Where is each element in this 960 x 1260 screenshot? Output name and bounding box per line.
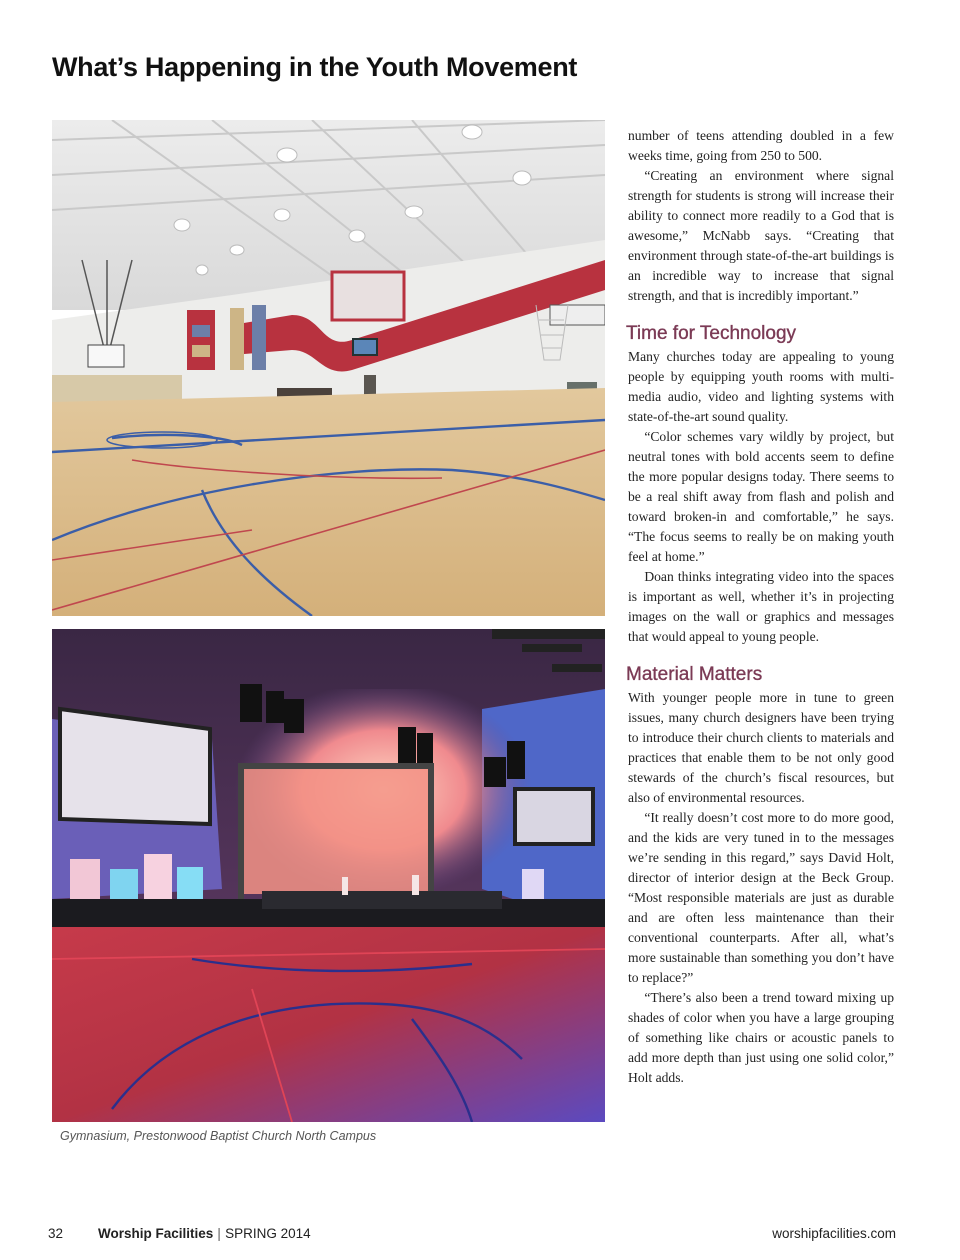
- paragraph: “Creating an environment where signal strength for students is strong will increase their ability to connect more readily to a God that is awesome,” McNabb says. “Creating that environment through state-of-the-art buildings is an incredible way to increase that signal strength, and that is incredibly important.”: [628, 168, 894, 303]
- issue-label: SPRING 2014: [225, 1226, 311, 1241]
- article-column: [628, 126, 894, 1088]
- publication-name: Worship Facilities: [98, 1226, 214, 1241]
- photo-caption: Gymnasium, Prestonwood Baptist Church North Campus: [60, 1129, 377, 1143]
- paragraph: Doan thinks integrating video into the spaces is important as well, whether it’s in projecting images on the wall or graphics and messages that would appeal to young people.: [628, 569, 894, 644]
- headline: What’s Happening in the Youth Movement: [52, 52, 578, 82]
- website-link[interactable]: worshipfacilities.com: [772, 1226, 896, 1241]
- publication-info: [98, 1226, 311, 1241]
- section-heading-technology: Time for Technology: [626, 323, 797, 344]
- paragraph: “It really doesn’t cost more to do more good, and the kids are very tuned in to the messages we’re sending in this regard,” says David Holt, director of interior design at the Beck Group. “Most responsible materials are just as durable and are often less maintenance than their conventional counterparts. After all, what’s more sustainable than something you don’t have to replace?”: [628, 810, 894, 985]
- paragraph: Many churches today are appealing to young people by equipping youth rooms with multi-media audio, video and lighting systems with state-of-the-art sound quality.: [628, 349, 894, 424]
- section-heading-material: Material Matters: [626, 664, 763, 685]
- footer-separator: |: [217, 1226, 222, 1241]
- paragraph: “Color schemes vary wildly by project, but neutral tones with bold accents seem to define the more popular designs today. There seems to be a real shift away from flash and polish and toward broken-in and comfortable,” he says. “The focus seems to really be on making youth feel at home.”: [628, 429, 894, 564]
- paragraph: With younger people more in tune to green issues, many church designers have been trying to introduce their church clients to materials and practices that enable them to be not only good stewards of the church’s fiscal resources, but also of environmental resources.: [628, 690, 894, 805]
- gymnasium-photo: [52, 120, 605, 616]
- paragraph: “There’s also been a trend toward mixing up shades of color when you have a large grouping of something like chairs or acoustic panels to add more depth than just using one solid color,” Holt adds.: [628, 990, 894, 1085]
- paragraph: number of teens attending doubled in a few weeks time, going from 250 to 500.: [628, 128, 894, 163]
- page-footer: [48, 1226, 896, 1244]
- youth-worship-space-photo: [52, 629, 605, 1122]
- page-number: 32: [48, 1226, 64, 1241]
